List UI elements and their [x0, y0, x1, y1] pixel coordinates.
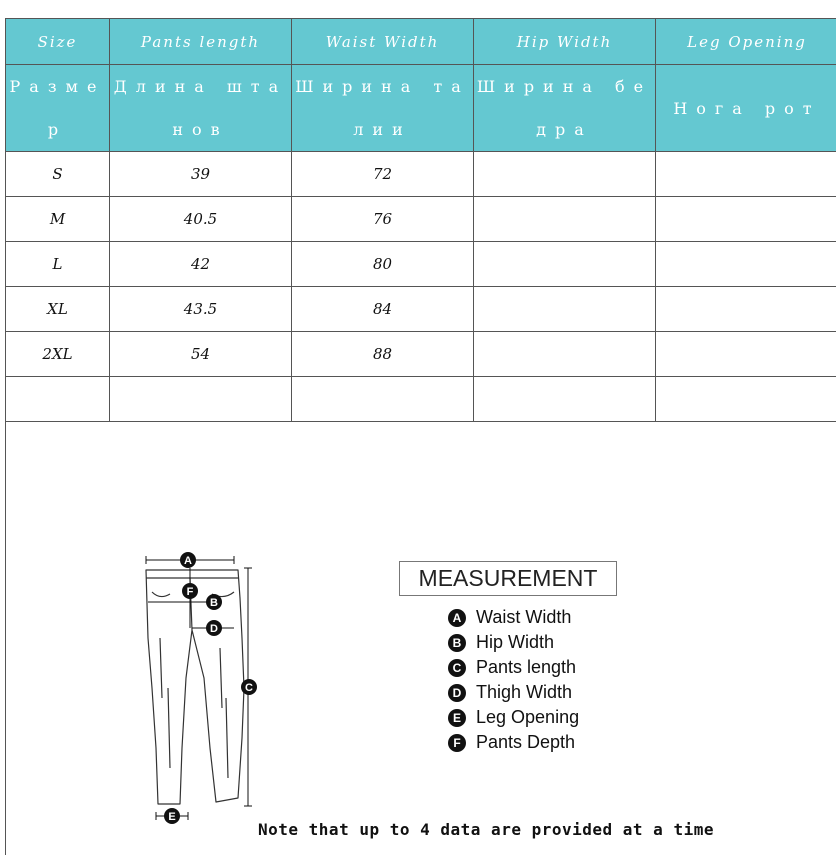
- cell-pants-length: 39: [110, 152, 292, 197]
- cell-leg-opening: [656, 242, 836, 287]
- cell-leg-opening: [656, 377, 836, 422]
- cell-pants-length: 54: [110, 332, 292, 377]
- measurement-title: MEASUREMENT: [399, 561, 617, 596]
- legend-item: [448, 605, 708, 630]
- header-size: Size: [6, 19, 110, 65]
- cell-size: S: [6, 152, 110, 197]
- svg-text:B: B: [210, 597, 218, 609]
- cell-leg-opening: [656, 197, 836, 242]
- cell-pants-length: 40.5: [110, 197, 292, 242]
- letter-c-icon: C: [448, 659, 466, 677]
- legend-label: Pants length: [476, 657, 577, 677]
- data-note: Note that up to 4 data are provided at a time: [258, 820, 714, 839]
- header-row-english: [6, 19, 836, 65]
- cell-size: L: [6, 242, 110, 287]
- table-row: [6, 152, 836, 197]
- cell-hip-width: [474, 242, 656, 287]
- cell-waist-width: 76: [292, 197, 474, 242]
- cell-hip-width: [474, 197, 656, 242]
- cell-leg-opening: [656, 287, 836, 332]
- cell-waist-width: 72: [292, 152, 474, 197]
- legend-label: Leg Opening: [476, 707, 580, 727]
- svg-text:C: C: [245, 682, 253, 694]
- legend-label: Thigh Width: [476, 682, 573, 702]
- table-row: [6, 377, 836, 422]
- cell-waist-width: 80: [292, 242, 474, 287]
- cell-leg-opening: [656, 332, 836, 377]
- table-row: [6, 242, 836, 287]
- table-row: [6, 332, 836, 377]
- header-waist-width: Waist Width: [292, 19, 474, 65]
- table-row: [6, 287, 836, 332]
- svg-text:A: A: [184, 555, 192, 567]
- cell-hip-width: [474, 152, 656, 197]
- header-hip-width: Hip Width: [474, 19, 656, 65]
- cell-waist-width: 84: [292, 287, 474, 332]
- legend-item: [448, 730, 708, 755]
- cell-waist-width: [292, 377, 474, 422]
- size-table: [5, 18, 836, 422]
- letter-b-icon: B: [448, 634, 466, 652]
- header-pants-length: Pants length: [110, 19, 292, 65]
- cell-pants-length: 42: [110, 242, 292, 287]
- cell-pants-length: 43.5: [110, 287, 292, 332]
- svg-text:F: F: [186, 586, 194, 598]
- cell-size: 2XL: [6, 332, 110, 377]
- cell-hip-width: [474, 377, 656, 422]
- cell-size: XL: [6, 287, 110, 332]
- marker-c-icon: [241, 679, 257, 695]
- letter-d-icon: D: [448, 684, 466, 702]
- marker-d-icon: [206, 620, 222, 636]
- cell-size: [6, 377, 110, 422]
- legend-label: Waist Width: [476, 607, 572, 627]
- legend-item: [448, 705, 708, 730]
- header-leg-opening: Leg Opening: [656, 19, 836, 65]
- legend-item: [448, 655, 708, 680]
- marker-e-icon: [164, 808, 180, 824]
- letter-e-icon: E: [448, 709, 466, 727]
- legend-item: [448, 680, 708, 705]
- cell-pants-length: [110, 377, 292, 422]
- header-size-ru: Размер: [6, 65, 110, 152]
- cell-size: M: [6, 197, 110, 242]
- legend-label: Pants Depth: [476, 732, 576, 752]
- cell-waist-width: 88: [292, 332, 474, 377]
- marker-a-icon: [180, 552, 196, 568]
- pants-diagram: [130, 548, 270, 828]
- cell-leg-opening: [656, 152, 836, 197]
- svg-text:E: E: [168, 811, 176, 823]
- pants-outline-icon: [146, 570, 244, 804]
- legend-label: Hip Width: [476, 632, 555, 652]
- header-leg-opening-ru: Нога рот: [656, 65, 836, 152]
- legend-item: [448, 630, 708, 655]
- cell-hip-width: [474, 287, 656, 332]
- marker-b-icon: [206, 594, 222, 610]
- header-waist-width-ru: Ширина талии: [292, 65, 474, 152]
- header-hip-width-ru: Ширина бедра: [474, 65, 656, 152]
- header-pants-length-ru: Длина штанов: [110, 65, 292, 152]
- table-row: [6, 197, 836, 242]
- measurement-legend: [448, 605, 708, 755]
- letter-a-icon: A: [448, 609, 466, 627]
- header-row-russian: [6, 65, 836, 152]
- letter-f-icon: F: [448, 734, 466, 752]
- svg-text:D: D: [210, 623, 218, 635]
- cell-hip-width: [474, 332, 656, 377]
- marker-f-icon: [182, 583, 198, 599]
